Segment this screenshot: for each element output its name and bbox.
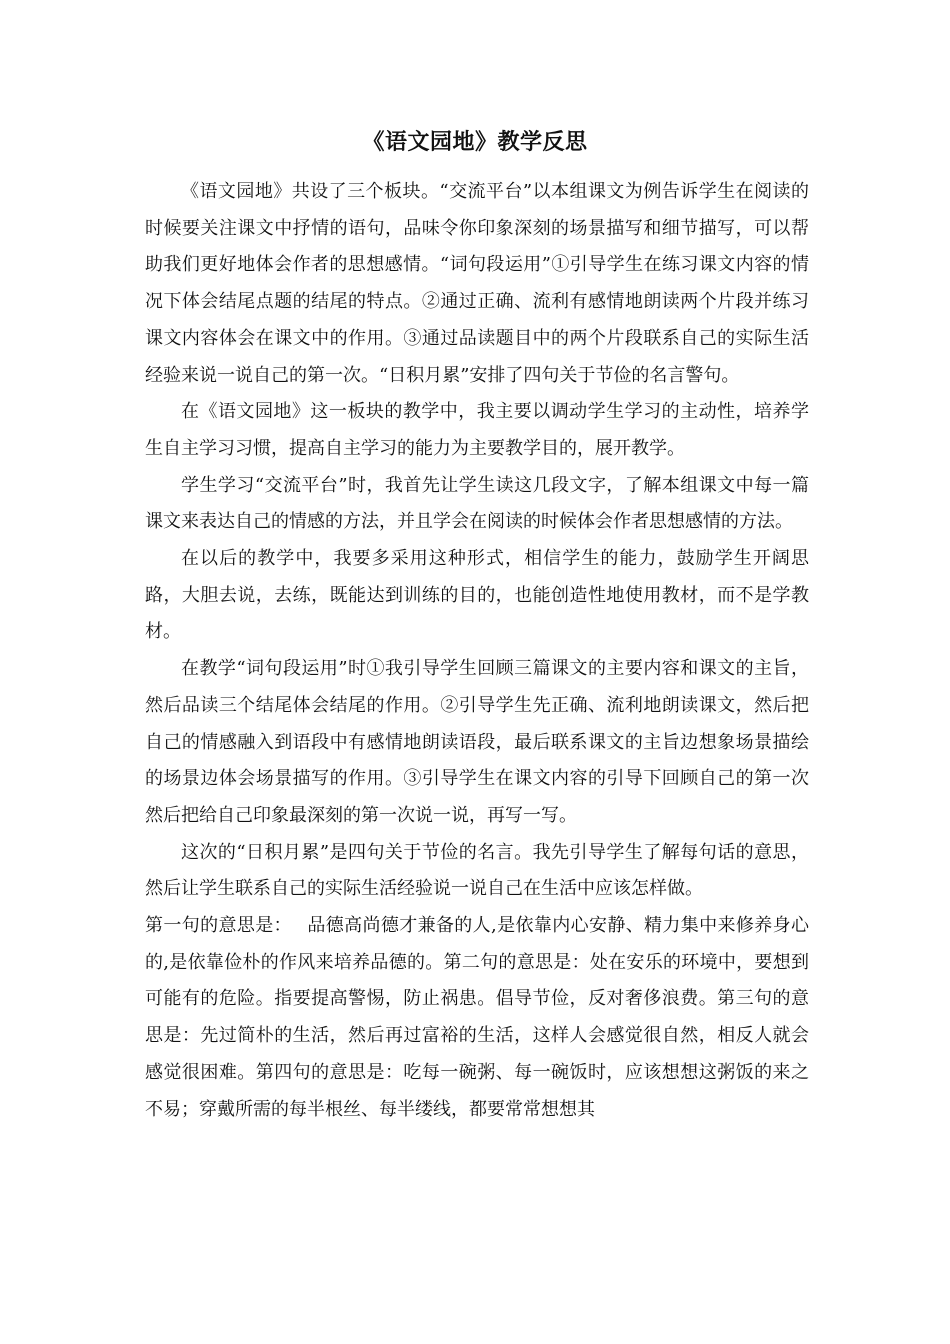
document-title: 《语文园地》教学反思	[362, 129, 588, 155]
paragraph-quote-meanings: 第一句的意思是： 品德高尚德才兼备的人,是依靠内心安静、精力集中来修养身心的,是依靠俭朴的作风来培养品德的。第二句的意思是：处在安乐的环境中，要想到可能有的危险。指要提高警惕，防止祸患。倡导节俭，反对奢侈浪费。第三句的意思是：先过简朴的生活，然后再过富裕的生活，这样人会感觉很自然，相反人就会感觉很困难。第四句的意思是：吃每一碗粥、每一碗饭时，应该想想这粥饭的来之不易；穿戴所需的每半根丝、每半缕线，都要常常想想其	[145, 915, 809, 1120]
paragraph-teaching-goal: 在《语文园地》这一板块的教学中，我主要以调动学生学习的主动性，培养学生自主学习习惯，提高自主学习的能力为主要教学目的，展开教学。	[145, 401, 809, 459]
paragraph-daily-accumulation: 这次的“日积月累”是四句关于节俭的名言。我先引导学生了解每句话的意思，然后让学生联系自己的实际生活经验说一说自己在生活中应该怎样做。	[145, 841, 809, 900]
document-body	[145, 174, 809, 1128]
paragraph-exchange-platform: 学生学习“交流平台”时，我首先让学生读这几段文字，了解本组课文中每一篇课文来表达自己的情感的方法，并且学会在阅读的时候体会作者思想感情的方法。	[145, 474, 809, 533]
paragraph-overview: 《语文园地》共设了三个板块。“交流平台”以本组课文为例告诉学生在阅读的时候要关注课文中抒情的语句，品味令你印象深刻的场景描写和细节描写，可以帮助我们更好地体会作者的思想感情。“词句段运用”①引导学生在练习课文内容的情况下体会结尾点题的结尾的特点。②通过正确、流利有感情地朗读两个片段并练习课文内容体会在课文中的作用。③通过品读题目中的两个片段联系自己的实际生活经验来说一说自己的第一次。“日积月累”安排了四句关于节俭的名言警句。	[145, 181, 809, 386]
paragraph-future-teaching: 在以后的教学中，我要多采用这种形式，相信学生的能力，鼓励学生开阔思路，大胆去说，去练，既能达到训练的目的，也能创造性地使用教材，而不是学教材。	[145, 548, 809, 643]
paragraph-sentence-practice: 在教学“词句段运用”时①我引导学生回顾三篇课文的主要内容和课文的主旨，然后品读三个结尾体会结尾的作用。②引导学生先正确、流利地朗读课文，然后把自己的情感融入到语段中有感情地朗读语段，最后联系课文的主旨边想象场景描绘的场景边体会场景描写的作用。③引导学生在课文内容的引导下回顾自己的第一次然后把给自己印象最深刻的第一次说一说，再写一写。	[145, 658, 809, 826]
